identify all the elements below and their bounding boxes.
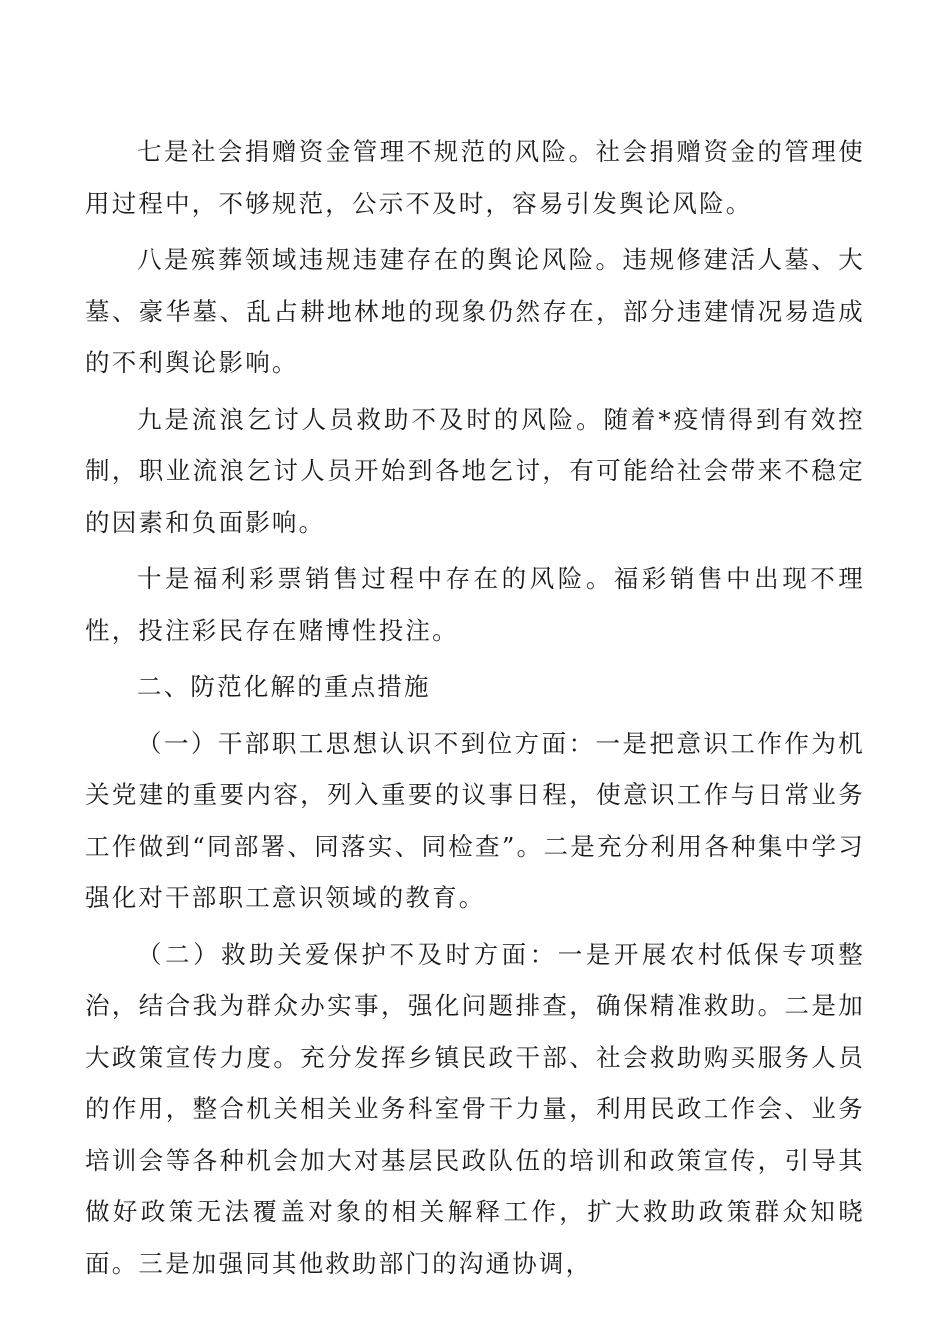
risk-item-8-paragraph: 八是殡葬领域违规违建存在的舆论风险。违规修建活人墓、大墓、豪华墓、乱占耕地林地的现象仍然存在，部分违建情况易造成的不利舆论影响。: [85, 245, 865, 377]
measure-2-paragraph: （二）救助关爱保护不及时方面：一是开展农村低保专项整治，结合我为群众办实事，强化问题排查，确保精准救助。二是加大政策宣传力度。充分发挥乡镇民政干部、社会救助购买服务人员的作用，整合机关相关业务科室骨干力量，利用民政工作会、业务培训会等各种机会加大对基层民政队伍的培训和政策宣传，引导其做好政策无法覆盖对象的相关解释工作，扩大救助政策群众知晓面。三是加强同其他救助部门的沟通协调，: [85, 939, 865, 1278]
risk-item-10-paragraph: 十是福利彩票销售过程中存在的风险。福彩销售中出现不理性，投注彩民存在赌博性投注。: [85, 564, 865, 645]
document-page: [85, 126, 865, 1294]
section-heading: 二、防范化解的重点措施: [137, 672, 431, 701]
measure-1-paragraph: （一）干部职工思想认识不到位方面：一是把意识工作作为机关党建的重要内容，列入重要的议事日程，使意识工作与日常业务工作做到“同部署、同落实、同检查”。二是充分利用各种集中学习强化对干部职工意识领域的教育。: [85, 728, 865, 912]
risk-item-7-paragraph: 七是社会捐赠资金管理不规范的风险。社会捐赠资金的管理使用过程中，不够规范，公示不及时，容易引发舆论风险。: [85, 137, 865, 218]
risk-item-9-paragraph: 九是流浪乞讨人员救助不及时的风险。随着*疫情得到有效控制，职业流浪乞讨人员开始到各地乞讨，有可能给社会带来不稳定的因素和负面影响。: [85, 404, 865, 537]
